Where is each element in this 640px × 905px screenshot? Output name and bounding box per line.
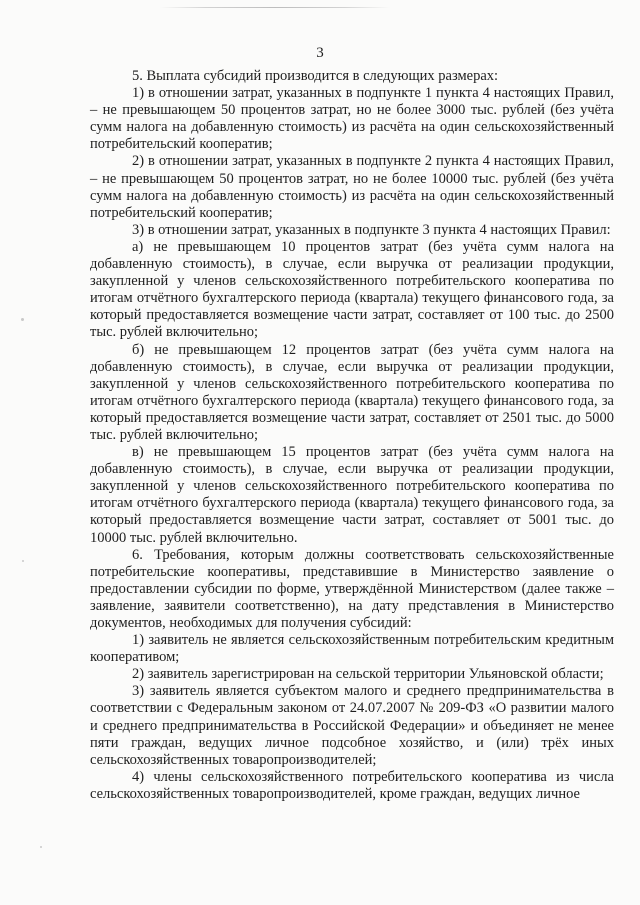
clause-6-intro: 6. Требования, которым должны соответствовать сельскохозяйственные потребительские кооперативы, представившие в Министерство заявление о предоставлении субсидии по форме, утверждённой Министерством (далее также – заявление, заявители соответственно), на дату представления в Министерство документов, необходимых для получения субсидий: (90, 546, 614, 631)
clause-6-item-2: 2) заявитель зарегистрирован на сельской территории Ульяновской области; (132, 666, 604, 683)
scan-artifact (22, 560, 24, 562)
clause-5-item-3: 3) в отношении затрат, указанных в подпункте 3 пункта 4 настоящих Правил: (132, 221, 611, 238)
page-number: 3 (316, 45, 324, 61)
clause-5-item-2: 2) в отношении затрат, указанных в подпункте 2 пункта 4 настоящих Правил, – не превышающем 50 процентов затрат, но не более 10000 тыс. рублей (без учёта сумм налога на добавленную стоимость) из расчёта на один сельскохозяйственный потребительский кооператив; (90, 153, 614, 221)
scan-artifact (40, 846, 42, 848)
clause-5-item-3b: б) не превышающем 12 процентов затрат (без учёта сумм налога на добавленную стоимость), в случае, если выручка от реализации продукции, закупленной у членов сельскохозяйственного потребительского кооператива по итогам отчётного бухгалтерского периода (квартала) текущего финансового года, за который предоставляется возмещение части затрат, составляет от 2501 тыс. до 5000 тыс. рублей включительно; (90, 341, 614, 443)
clause-6-item-1: 1) заявитель не является сельскохозяйственным потребительским кредитным кооперативом; (90, 632, 614, 666)
document-body (90, 68, 614, 803)
scan-artifact (160, 7, 390, 8)
clause-5-item-3c: в) не превышающем 15 процентов затрат (без учёта сумм налога на добавленную стоимость), в случае, если выручка от реализации продукции, закупленной у членов сельскохозяйственного потребительского кооператива по итогам отчётного бухгалтерского периода (квартала) текущего финансового года, за который предоставляется возмещение части затрат, составляет от 5001 тыс. до 10000 тыс. рублей включительно. (90, 444, 614, 546)
clause-5-intro: 5. Выплата субсидий производится в следующих размерах: (132, 68, 499, 84)
scan-artifact (21, 318, 24, 321)
clause-6-item-4: 4) члены сельскохозяйственного потребительского кооператива из числа сельскохозяйственных товаропроизводителей, кроме граждан, ведущих личное (90, 768, 614, 802)
clause-6-item-3: 3) заявитель является субъектом малого и среднего предпринимательства в соответствии с Федеральным законом от 24.07.2007 № 209-ФЗ «О развитии малого и среднего предпринимательства в Российской Федерации» и объединяет не менее пяти граждан, ведущих личное подсобное хозяйство, и (или) трёх иных сельскохозяйственных товаропроизводителей; (90, 683, 614, 768)
clause-5-item-3a: а) не превышающем 10 процентов затрат (без учёта сумм налога на добавленную стоимость), в случае, если выручка от реализации продукции, закупленной у членов сельскохозяйственного потребительского кооператива по итогам отчётного бухгалтерского периода (квартала) текущего финансового года, за который предоставляется возмещение части затрат, составляет от 100 тыс. до 2500 тыс. рублей включительно; (90, 238, 614, 341)
clause-5-item-1: 1) в отношении затрат, указанных в подпункте 1 пункта 4 настоящих Правил, – не превышающем 50 процентов затрат, но не более 3000 тыс. рублей (без учёта сумм налога на добавленную стоимость) из расчёта на один сельскохозяйственный потребительский кооператив; (90, 85, 614, 153)
